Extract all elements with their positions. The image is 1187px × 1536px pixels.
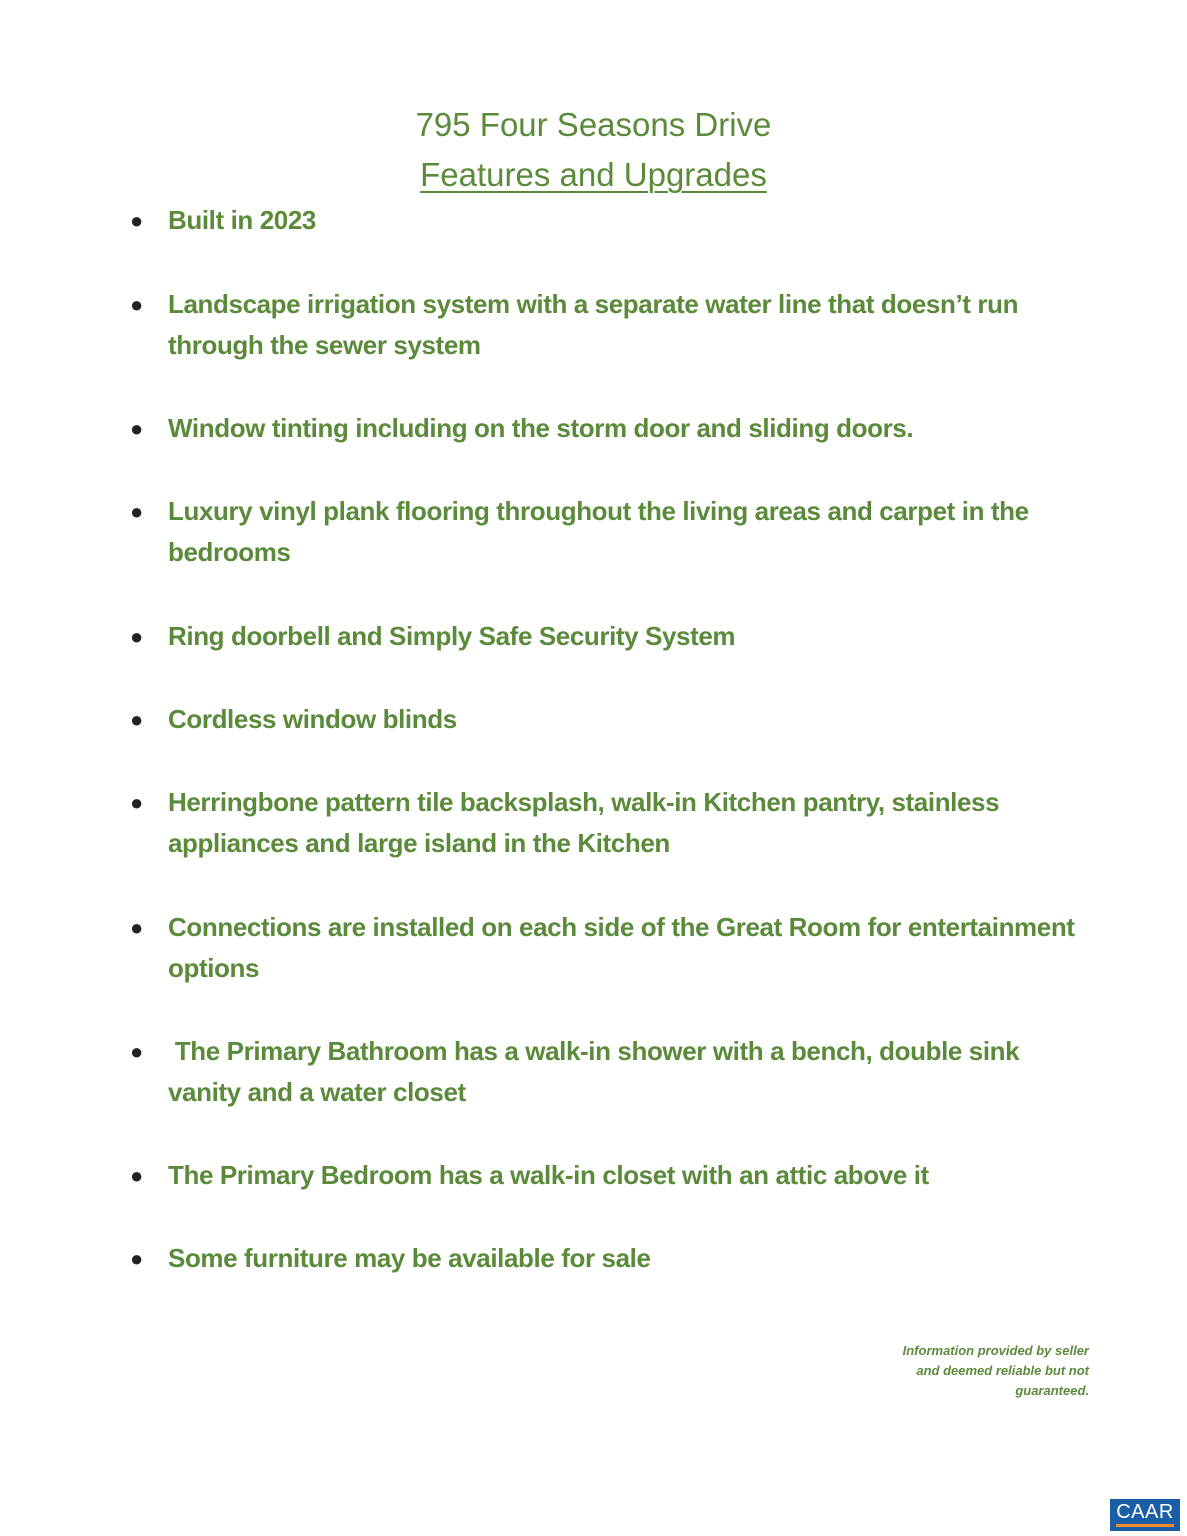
feature-text: Built in 2023 [168,205,316,235]
list-item [130,782,1090,864]
feature-text: Some furniture may be available for sale [168,1243,651,1273]
bullet-icon: ● [130,915,144,940]
list-item [130,1031,1090,1113]
feature-text: The Primary Bathroom has a walk-in shower with a bench, double sink vanity and a water closet [168,1036,1027,1107]
logo-text: CAAR [1116,1501,1174,1523]
disclaimer-line: and deemed reliable but not [916,1363,1089,1378]
bullet-icon: ● [130,292,144,317]
bullet-icon: ● [130,624,144,649]
list-item [130,491,1090,573]
list-item [130,616,1090,657]
list-item [130,699,1090,740]
list-item [130,1155,1090,1196]
feature-text: Luxury vinyl plank flooring throughout the living areas and carpet in the bedrooms [168,496,1029,567]
bullet-icon: ● [130,1163,144,1188]
document-header [0,100,1187,200]
list-item [130,1238,1090,1279]
feature-text: Herringbone pattern tile backsplash, walk-in Kitchen pantry, stainless appliances and large island in the Kitchen [168,787,1000,858]
caar-logo [1110,1499,1180,1531]
list-item [130,408,1090,449]
logo-accent-bar [1116,1524,1174,1527]
bullet-icon: ● [130,499,144,524]
page-title: 795 Four Seasons Drive [415,106,772,143]
feature-text: Cordless window blinds [168,704,457,734]
bullet-icon: ● [130,416,144,441]
feature-text: Connections are installed on each side of the Great Room for entertainment options [168,912,1075,983]
page-subtitle: Features and Upgrades [420,156,767,193]
feature-text: Window tinting including on the storm door and sliding doors. [168,413,914,443]
bullet-icon: ● [130,1246,144,1271]
feature-text: Landscape irrigation system with a separate water line that doesn’t run through the sewer system [168,289,1019,360]
disclaimer-line: Information provided by seller [902,1343,1089,1358]
list-item [130,284,1090,366]
disclaimer-line: guaranteed. [1015,1383,1089,1398]
bullet-icon: ● [130,208,144,233]
list-item [130,907,1090,989]
disclaimer-note [849,1341,1089,1401]
bullet-icon: ● [130,1039,144,1064]
feature-text: Ring doorbell and Simply Safe Security System [168,621,736,651]
feature-text: The Primary Bedroom has a walk-in closet with an attic above it [168,1160,929,1190]
bullet-icon: ● [130,790,144,815]
list-item [130,200,1090,241]
bullet-icon: ● [130,707,144,732]
